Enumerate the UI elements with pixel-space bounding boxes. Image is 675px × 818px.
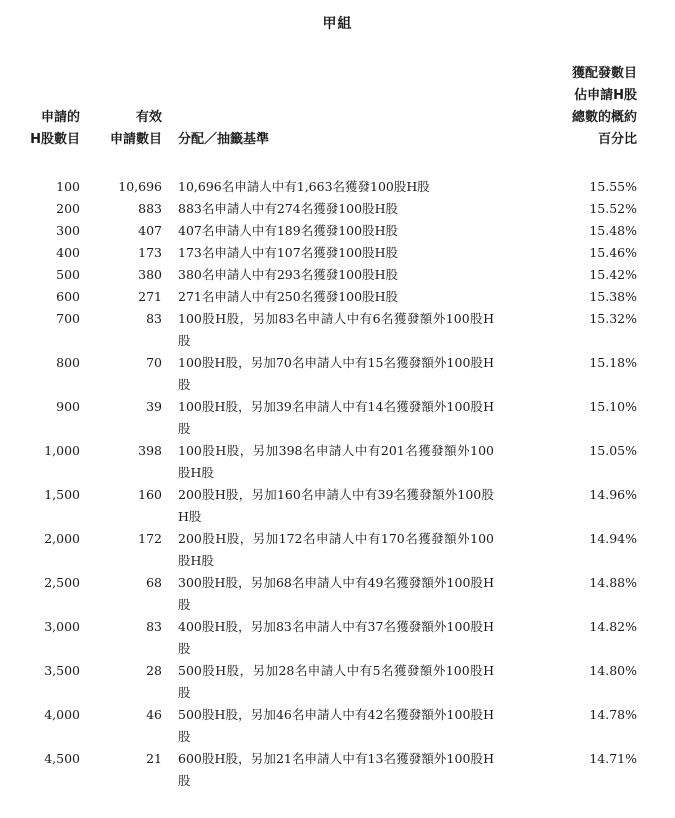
- allocation-basis-cell: 10,696名申請人中有1,663名獲發100股H股: [178, 179, 430, 194]
- shares-applied-cell: 1,500: [44, 487, 80, 502]
- allocation-basis-cell: 500股H股，另加46名申請人中有42名獲發額外100股H股: [178, 707, 494, 744]
- header-approx-percentage: [572, 63, 637, 151]
- valid-applications-cell: 46: [146, 707, 162, 722]
- allocation-basis-cell: 271名申請人中有250名獲發100股H股: [178, 289, 398, 304]
- shares-applied-cell: 100: [56, 179, 80, 194]
- shares-applied-cell: 4,000: [44, 707, 80, 722]
- valid-applications-cell: 39: [146, 399, 162, 414]
- valid-applications-cell: 883: [138, 201, 162, 216]
- shares-applied-cell: 3,000: [44, 619, 80, 634]
- header-pct-line: 獲配發數目: [571, 66, 637, 81]
- allocation-basis-cell: 100股H股，另加39名申請人中有14名獲發額外100股H股: [178, 399, 494, 436]
- header-valid-line: 有效: [135, 110, 162, 125]
- shares-applied-cell: 500: [56, 267, 80, 282]
- table-row: [0, 704, 675, 748]
- table-row: [0, 176, 675, 198]
- table-row: [0, 286, 675, 308]
- header-shares-applied: [30, 107, 80, 151]
- valid-applications-cell: 70: [146, 355, 162, 370]
- header-pct-line: 總數的概約: [571, 110, 637, 125]
- header-valid-line: 申請數目: [109, 132, 162, 147]
- allocation-basis-cell: 100股H股，另加70名申請人中有15名獲發額外100股H股: [178, 355, 494, 392]
- table-row: [0, 198, 675, 220]
- allocation-basis-cell: 400股H股，另加83名申請人中有37名獲發額外100股H股: [178, 619, 494, 656]
- header-valid-applications: [110, 107, 162, 151]
- allocation-basis-cell: 600股H股，另加21名申請人中有13名獲發額外100股H股: [178, 751, 494, 788]
- table-row: [0, 528, 675, 572]
- approx-percentage-cell: 14.71%: [589, 751, 637, 766]
- table-row: [0, 396, 675, 440]
- header-pct-line: 佔申請H股: [574, 88, 637, 103]
- shares-applied-cell: 3,500: [44, 663, 80, 678]
- approx-percentage-cell: 15.18%: [589, 355, 637, 370]
- table-row: [0, 220, 675, 242]
- valid-applications-cell: 380: [138, 267, 162, 282]
- valid-applications-cell: 68: [146, 575, 162, 590]
- allocation-basis-cell: 883名申請人中有274名獲發100股H股: [178, 201, 398, 216]
- group-title: 甲組: [322, 16, 353, 32]
- allocation-basis-cell: 380名申請人中有293名獲發100股H股: [178, 267, 398, 282]
- header-pct-line: 百分比: [597, 132, 637, 147]
- shares-applied-cell: 200: [56, 201, 80, 216]
- table-row: [0, 748, 675, 792]
- allotment-rows: [0, 176, 675, 792]
- valid-applications-cell: 10,696: [118, 179, 162, 194]
- valid-applications-cell: 28: [146, 663, 162, 678]
- shares-applied-cell: 700: [56, 311, 80, 326]
- table-row: [0, 616, 675, 660]
- shares-applied-cell: 900: [56, 399, 80, 414]
- valid-applications-cell: 173: [138, 245, 162, 260]
- allocation-basis-cell: 500股H股，另加28名申請人中有5名獲發額外100股H股: [178, 663, 494, 700]
- shares-applied-cell: 2,500: [44, 575, 80, 590]
- allocation-basis-cell: 300股H股，另加68名申請人中有49名獲發額外100股H股: [178, 575, 494, 612]
- approx-percentage-cell: 15.05%: [589, 443, 637, 458]
- header-basis-line: 分配／抽籤基準: [178, 132, 270, 147]
- shares-applied-cell: 1,000: [44, 443, 80, 458]
- approx-percentage-cell: 15.48%: [589, 223, 637, 238]
- allocation-basis-cell: 200股H股，另加172名申請人中有170名獲發額外100股H股: [178, 531, 494, 568]
- valid-applications-cell: 271: [138, 289, 162, 304]
- approx-percentage-cell: 15.55%: [589, 179, 637, 194]
- table-row: [0, 572, 675, 616]
- shares-applied-cell: 300: [56, 223, 80, 238]
- allocation-basis-cell: 407名申請人中有189名獲發100股H股: [178, 223, 398, 238]
- table-row: [0, 440, 675, 484]
- approx-percentage-cell: 15.38%: [589, 289, 637, 304]
- allocation-basis-cell: 100股H股，另加398名申請人中有201名獲發額外100股H股: [178, 443, 494, 480]
- valid-applications-cell: 172: [138, 531, 162, 546]
- allocation-basis-cell: 173名申請人中有107名獲發100股H股: [178, 245, 398, 260]
- table-row: [0, 484, 675, 528]
- valid-applications-cell: 21: [146, 751, 162, 766]
- shares-applied-cell: 400: [56, 245, 80, 260]
- valid-applications-cell: 398: [138, 443, 162, 458]
- approx-percentage-cell: 15.42%: [589, 267, 637, 282]
- shares-applied-cell: 800: [56, 355, 80, 370]
- valid-applications-cell: 407: [138, 223, 162, 238]
- valid-applications-cell: 83: [146, 311, 162, 326]
- approx-percentage-cell: 15.52%: [589, 201, 637, 216]
- table-row: [0, 660, 675, 704]
- table-row: [0, 352, 675, 396]
- header-shares-line: H股數目: [30, 132, 80, 147]
- valid-applications-cell: 160: [138, 487, 162, 502]
- allocation-basis-cell: 100股H股，另加83名申請人中有6名獲發額外100股H股: [178, 311, 494, 348]
- shares-applied-cell: 4,500: [44, 751, 80, 766]
- approx-percentage-cell: 14.80%: [589, 663, 637, 678]
- approx-percentage-cell: 14.78%: [589, 707, 637, 722]
- shares-applied-cell: 600: [56, 289, 80, 304]
- table-row: [0, 264, 675, 286]
- valid-applications-cell: 83: [146, 619, 162, 634]
- approx-percentage-cell: 14.82%: [589, 619, 637, 634]
- approx-percentage-cell: 14.88%: [589, 575, 637, 590]
- table-row: [0, 308, 675, 352]
- approx-percentage-cell: 15.46%: [589, 245, 637, 260]
- approx-percentage-cell: 14.96%: [589, 487, 637, 502]
- header-shares-line: 申請的: [40, 110, 80, 125]
- shares-applied-cell: 2,000: [44, 531, 80, 546]
- approx-percentage-cell: 14.94%: [589, 531, 637, 546]
- approx-percentage-cell: 15.32%: [589, 311, 637, 326]
- table-row: [0, 242, 675, 264]
- allocation-basis-cell: 200股H股，另加160名申請人中有39名獲發額外100股H股: [178, 487, 494, 524]
- header-allocation-basis: [178, 129, 269, 151]
- approx-percentage-cell: 15.10%: [589, 399, 637, 414]
